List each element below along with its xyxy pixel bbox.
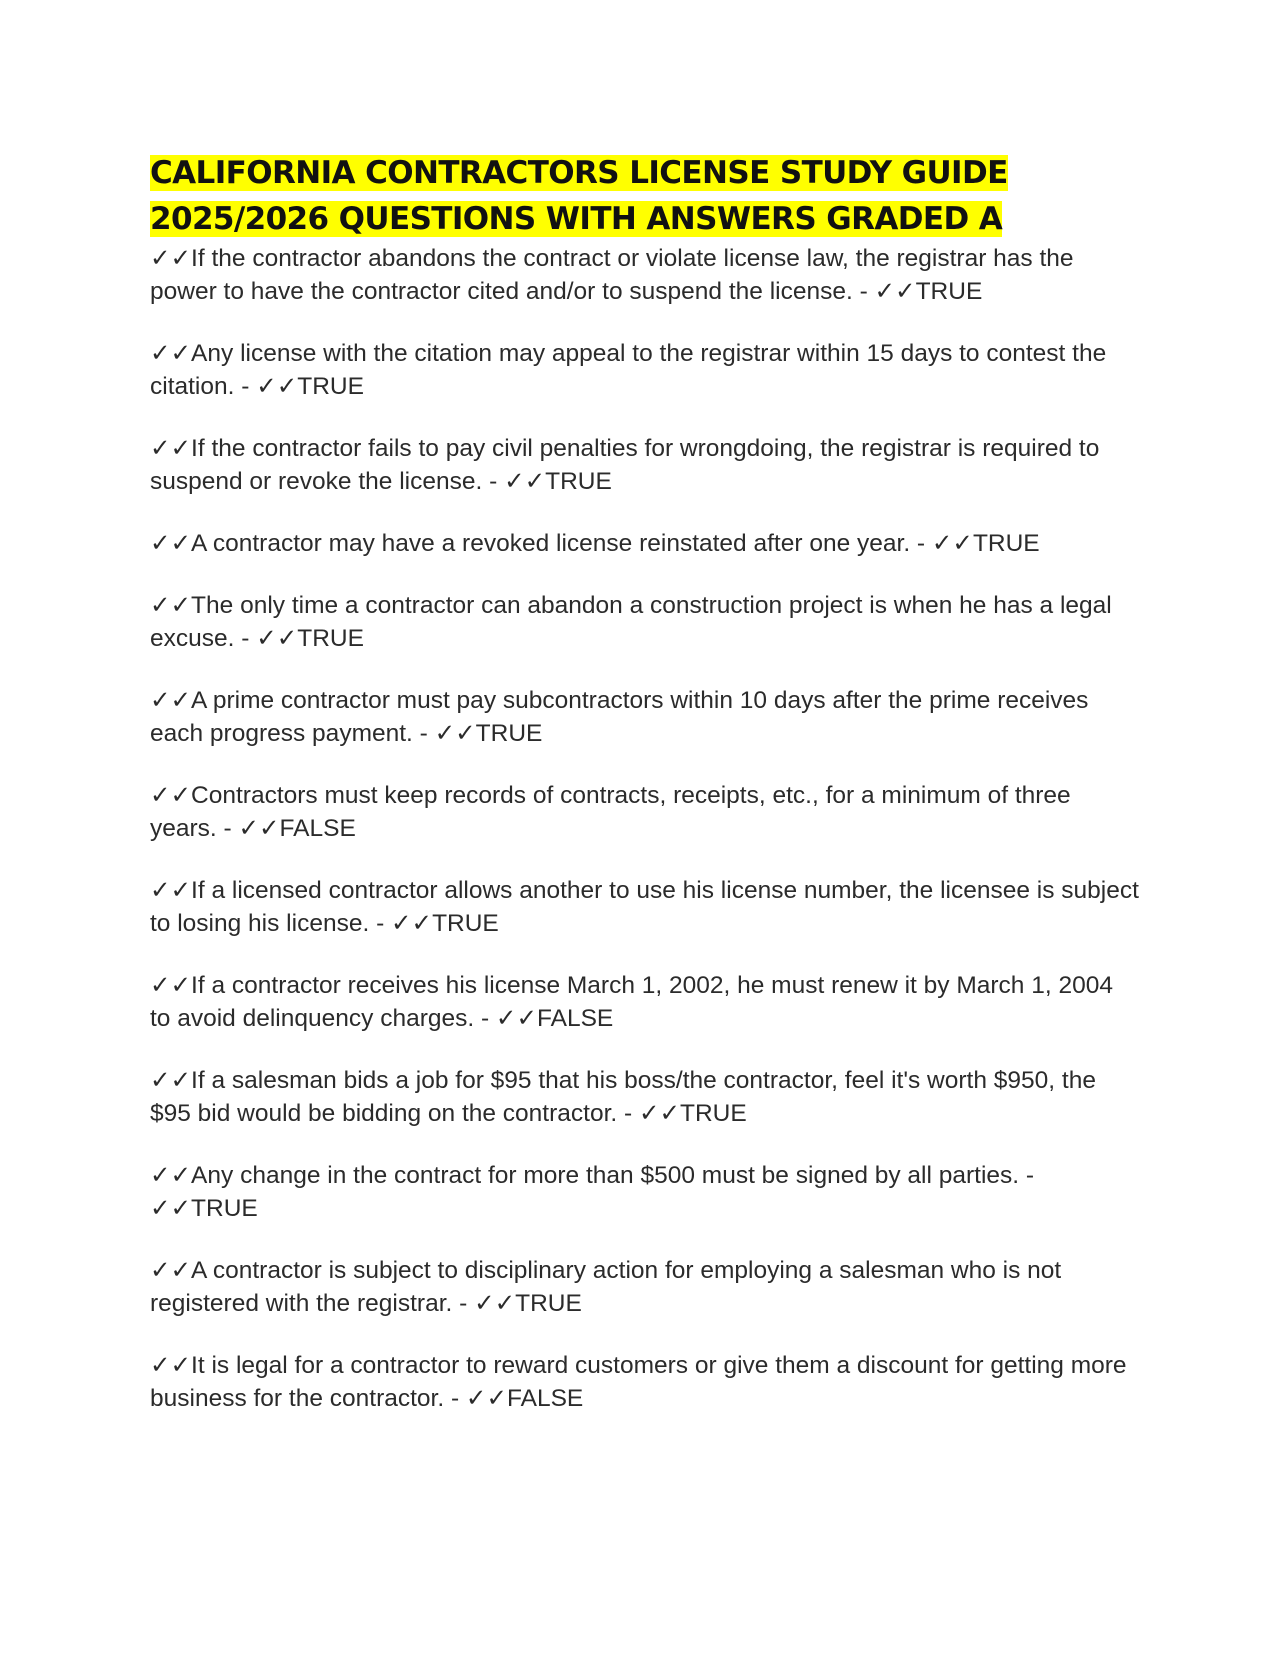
qa-item: ✓✓Any license with the citation may appeal to the registrar within 15 days to contest the citation. - ✓✓TRUE	[150, 340, 1107, 400]
qa-item: ✓✓If a licensed contractor allows another to use his license number, the licensee is subject to losing his license. - ✓✓TRUE	[150, 877, 1139, 937]
qa-item: ✓✓It is legal for a contractor to reward customers or give them a discount for getting more business for the contractor. - ✓✓FALSE	[150, 1352, 1127, 1412]
qa-list	[150, 242, 1140, 1415]
qa-item: ✓✓Contractors must keep records of contracts, receipts, etc., for a minimum of three years. - ✓✓FALSE	[150, 782, 1071, 842]
qa-item: ✓✓Any change in the contract for more than $500 must be signed by all parties. - ✓✓TRUE	[150, 1162, 1035, 1222]
qa-item: ✓✓A prime contractor must pay subcontractors within 10 days after the prime receives each progress payment. - ✓✓TRUE	[150, 687, 1089, 747]
document-title	[150, 150, 1140, 242]
title-line-1: CALIFORNIA CONTRACTORS LICENSE STUDY GUIDE	[150, 155, 1008, 191]
qa-item: ✓✓If the contractor fails to pay civil penalties for wrongdoing, the registrar is required to suspend or revoke the license. - ✓✓TRUE	[150, 435, 1100, 495]
title-line-2: 2025/2026 QUESTIONS WITH ANSWERS GRADED A	[150, 201, 1003, 237]
qa-item: ✓✓If a salesman bids a job for $95 that his boss/the contractor, feel it's worth $950, the $95 bid would be bidding on the contractor. - ✓✓TRUE	[150, 1067, 1096, 1127]
qa-item: ✓✓The only time a contractor can abandon a construction project is when he has a legal excuse. - ✓✓TRUE	[150, 592, 1112, 652]
qa-item: ✓✓A contractor is subject to disciplinary action for employing a salesman who is not registered with the registrar. - ✓✓TRUE	[150, 1257, 1062, 1317]
qa-item: ✓✓If the contractor abandons the contract or violate license law, the registrar has the power to have the contractor cited and/or to suspend the license. - ✓✓TRUE	[150, 245, 1074, 305]
qa-item: ✓✓A contractor may have a revoked license reinstated after one year. - ✓✓TRUE	[150, 530, 1040, 557]
document-page	[150, 150, 1140, 1444]
qa-item: ✓✓If a contractor receives his license March 1, 2002, he must renew it by March 1, 2004 to avoid delinquency charges. - ✓✓FALSE	[150, 972, 1113, 1032]
